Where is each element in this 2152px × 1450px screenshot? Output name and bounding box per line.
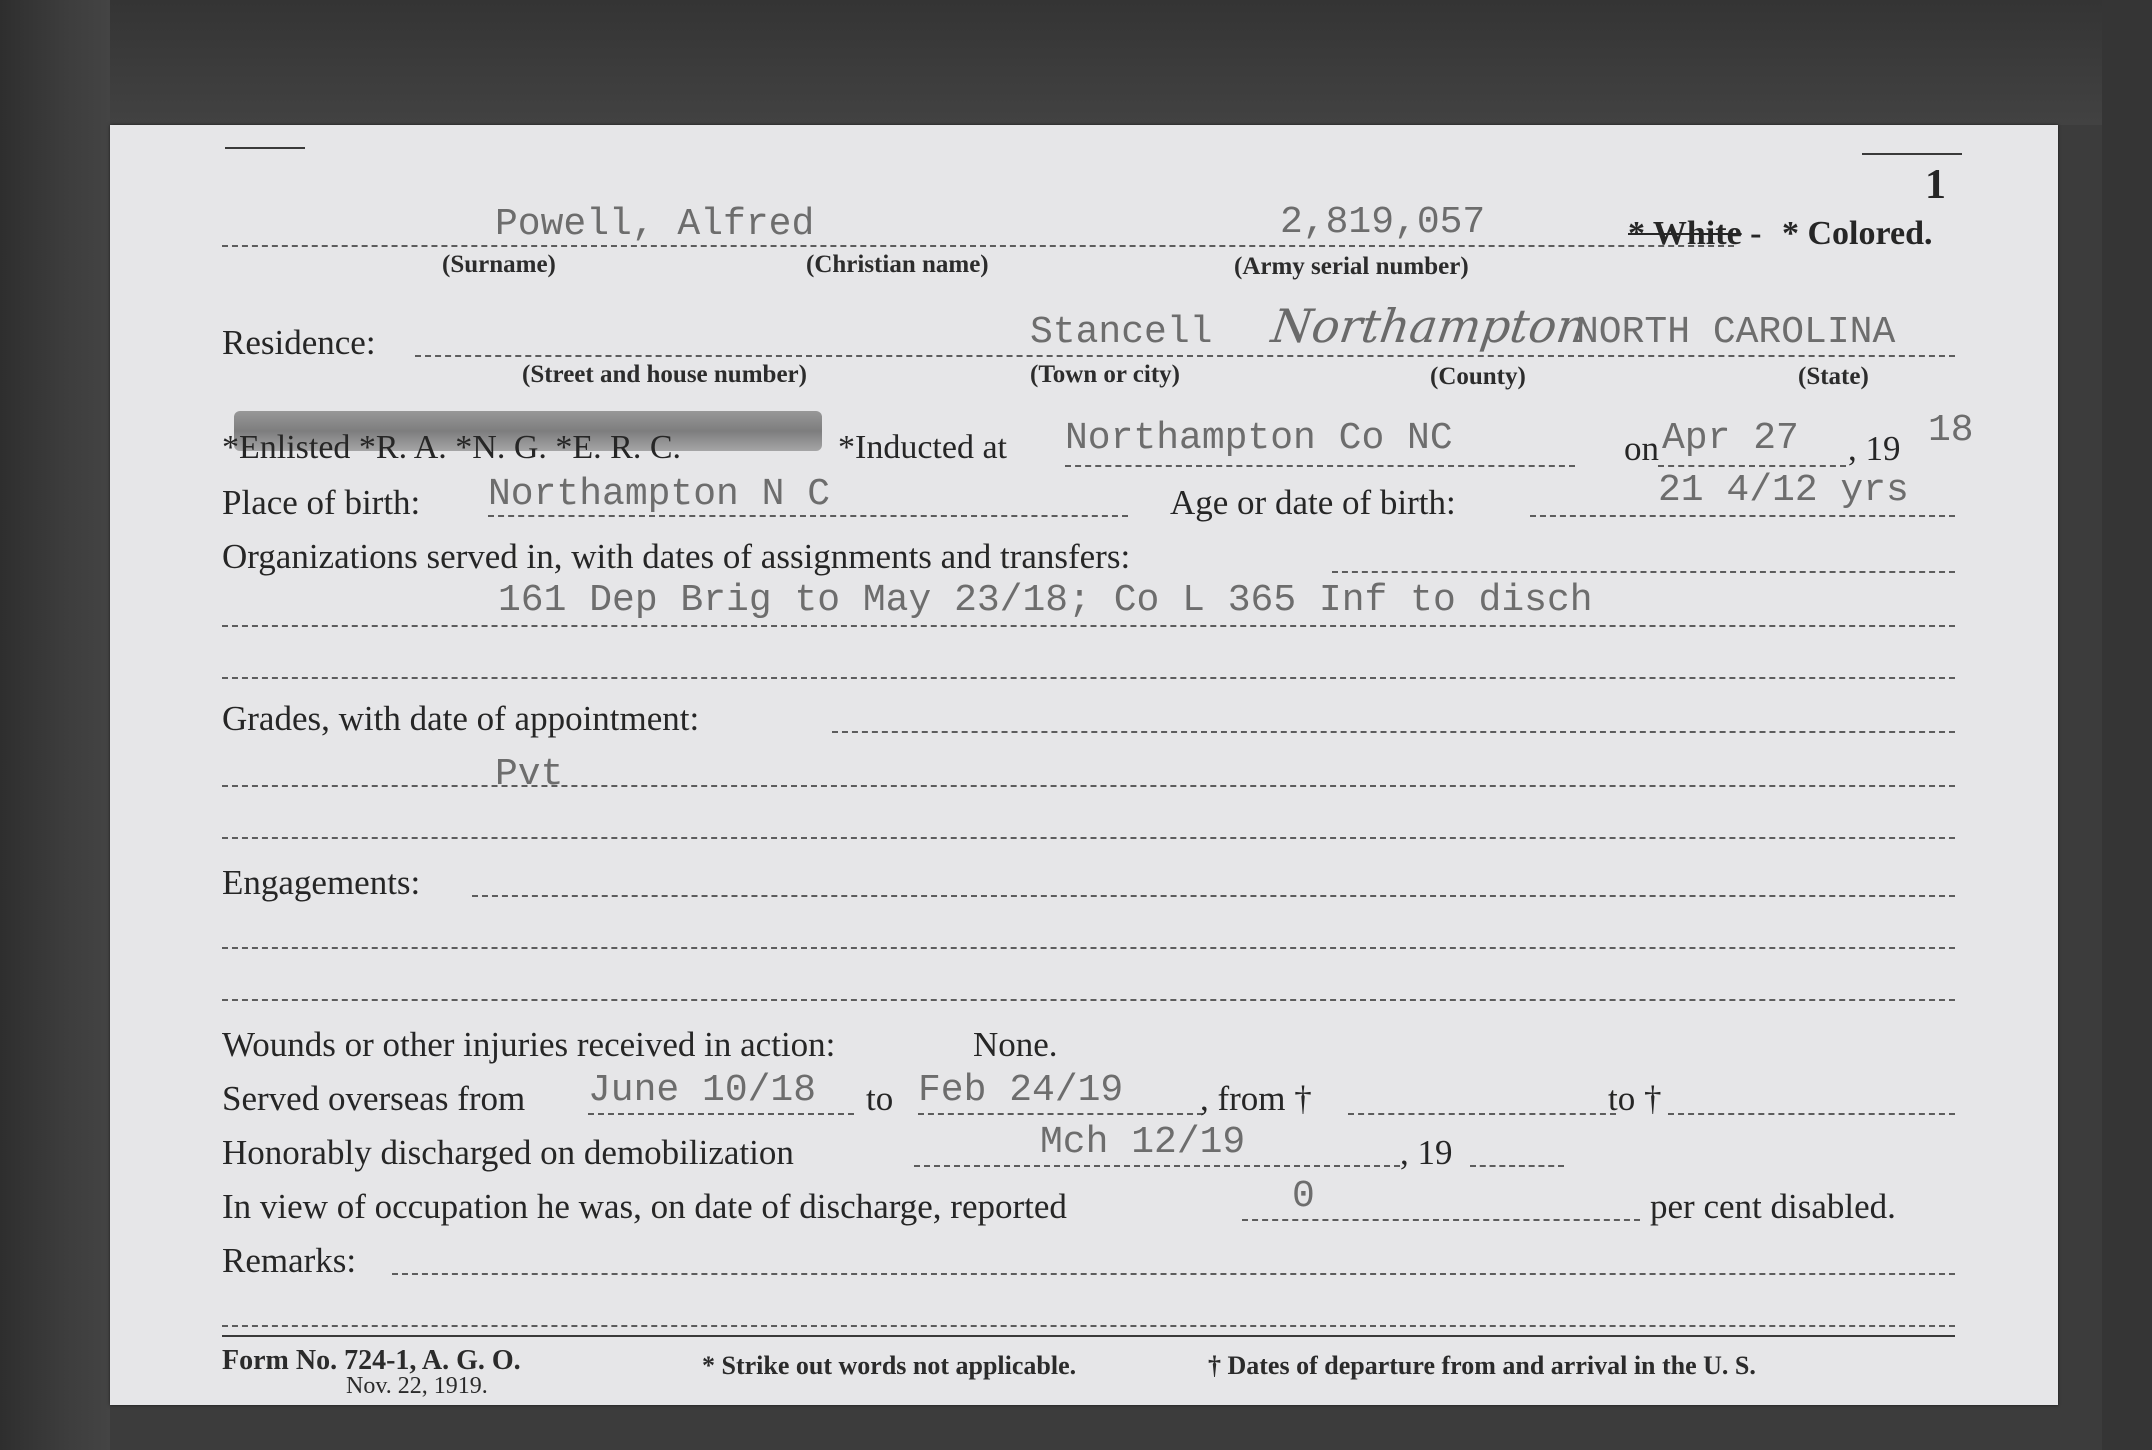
organizations-value: 161 Dep Brig to May 23/18; Co L 365 Inf to disch — [498, 579, 1593, 622]
race-field — [1628, 215, 1761, 253]
organizations-line-3 — [222, 677, 1955, 679]
race-separator: - — [1741, 215, 1762, 252]
christian-name-caption: (Christian name) — [806, 251, 989, 278]
discharge-label: Honorably discharged on demobilization — [222, 1133, 794, 1172]
overseas-to-label: to — [866, 1079, 894, 1118]
remarks-label: Remarks: — [222, 1241, 357, 1280]
on-label: on — [1624, 429, 1659, 468]
serial-value: 2,819,057 — [1280, 201, 1486, 244]
disability-suffix: per cent disabled. — [1650, 1187, 1896, 1226]
name-line — [222, 245, 1734, 247]
inducted-line — [1065, 465, 1575, 467]
date-line — [1658, 465, 1846, 467]
engagements-line-1 — [472, 895, 1955, 897]
wounds-value: None. — [973, 1025, 1058, 1064]
surname-caption: (Surname) — [442, 251, 556, 278]
engagements-label: Engagements: — [222, 863, 421, 902]
page-number: 1 — [1925, 162, 1946, 208]
overseas-to2-label: to † — [1608, 1079, 1662, 1118]
residence-town: Stancell — [1030, 311, 1213, 354]
grades-line-3 — [222, 837, 1955, 839]
residence-county: Northampton — [1268, 299, 1591, 353]
strike-note: * Strike out words not applicable. — [702, 1351, 1077, 1380]
top-left-rule — [225, 147, 305, 149]
residence-state: NORTH CAROLINA — [1576, 311, 1896, 354]
scan-background-right — [2102, 0, 2152, 1450]
age-line — [1530, 515, 1955, 517]
disability-label: In view of occupation he was, on date of discharge, reported — [222, 1187, 1067, 1226]
overseas-to-value: Feb 24/19 — [918, 1069, 1124, 1112]
discharge-line — [914, 1165, 1400, 1167]
year-prefix: , 19 — [1848, 429, 1901, 468]
organizations-line-2 — [222, 625, 1955, 627]
serial-caption: (Army serial number) — [1234, 253, 1469, 280]
scan-background-top — [0, 0, 2152, 125]
top-right-rule — [1862, 153, 1962, 155]
birthplace-line — [488, 515, 1128, 517]
inducted-value: Northampton Co NC — [1065, 417, 1453, 460]
grades-value: Pvt — [495, 753, 564, 796]
disability-value: 0 — [1292, 1175, 1315, 1218]
form-date: Nov. 22, 1919. — [346, 1373, 488, 1399]
engagements-line-2 — [222, 947, 1955, 949]
service-record-card — [110, 125, 2058, 1405]
remarks-line-2 — [222, 1325, 1955, 1327]
disability-line — [1242, 1219, 1640, 1221]
grades-line-2 — [222, 785, 1955, 787]
overseas-from2-line — [1348, 1113, 1616, 1115]
county-caption: (County) — [1430, 363, 1526, 390]
form-number: Form No. 724-1, A. G. O. — [222, 1345, 521, 1376]
overseas-to2-line — [1668, 1113, 1955, 1115]
surname-value: Powell, Alfred — [495, 203, 815, 246]
grades-line-1 — [832, 731, 1955, 733]
discharge-year-label: , 19 — [1400, 1133, 1453, 1172]
year-value: 18 — [1928, 409, 1974, 452]
age-value: 21 4/12 yrs — [1658, 469, 1909, 512]
overseas-from-line — [588, 1113, 854, 1115]
street-caption: (Street and house number) — [522, 361, 807, 388]
overseas-to-line — [918, 1113, 1203, 1115]
remarks-line-1 — [392, 1273, 1955, 1275]
birthplace-label: Place of birth: — [222, 483, 421, 522]
footer-rule — [222, 1335, 1955, 1337]
residence-line — [415, 355, 1955, 357]
town-caption: (Town or city) — [1030, 361, 1180, 388]
age-label: Age or date of birth: — [1170, 483, 1456, 522]
inducted-label: *Inducted at — [838, 429, 1007, 466]
overseas-from-value: June 10/18 — [588, 1069, 817, 1112]
dagger-note: † Dates of departure from and arrival in the U. S. — [1208, 1351, 1756, 1380]
enlisted-label: *Enlisted *R. A. *N. G. *E. R. C. — [222, 429, 682, 466]
organizations-label: Organizations served in, with dates of assignments and transfers: — [222, 537, 1131, 576]
overseas-from2-label: , from † — [1200, 1079, 1312, 1118]
scan-background-left — [0, 0, 110, 1450]
race-colored: * Colored. — [1782, 215, 1933, 252]
engagements-line-3 — [222, 999, 1955, 1001]
wounds-label: Wounds or other injuries received in action: — [222, 1025, 836, 1064]
discharge-value: Mch 12/19 — [1040, 1121, 1246, 1164]
overseas-label: Served overseas from — [222, 1079, 526, 1118]
residence-label: Residence: — [222, 323, 376, 362]
discharge-year-line — [1470, 1165, 1564, 1167]
race-white: * White — [1628, 215, 1742, 252]
birthplace-value: Northampton N C — [488, 473, 831, 516]
state-caption: (State) — [1798, 363, 1869, 390]
induction-date-value: Apr 27 — [1662, 417, 1799, 460]
grades-label: Grades, with date of appointment: — [222, 699, 700, 738]
organizations-line-1 — [1332, 571, 1955, 573]
